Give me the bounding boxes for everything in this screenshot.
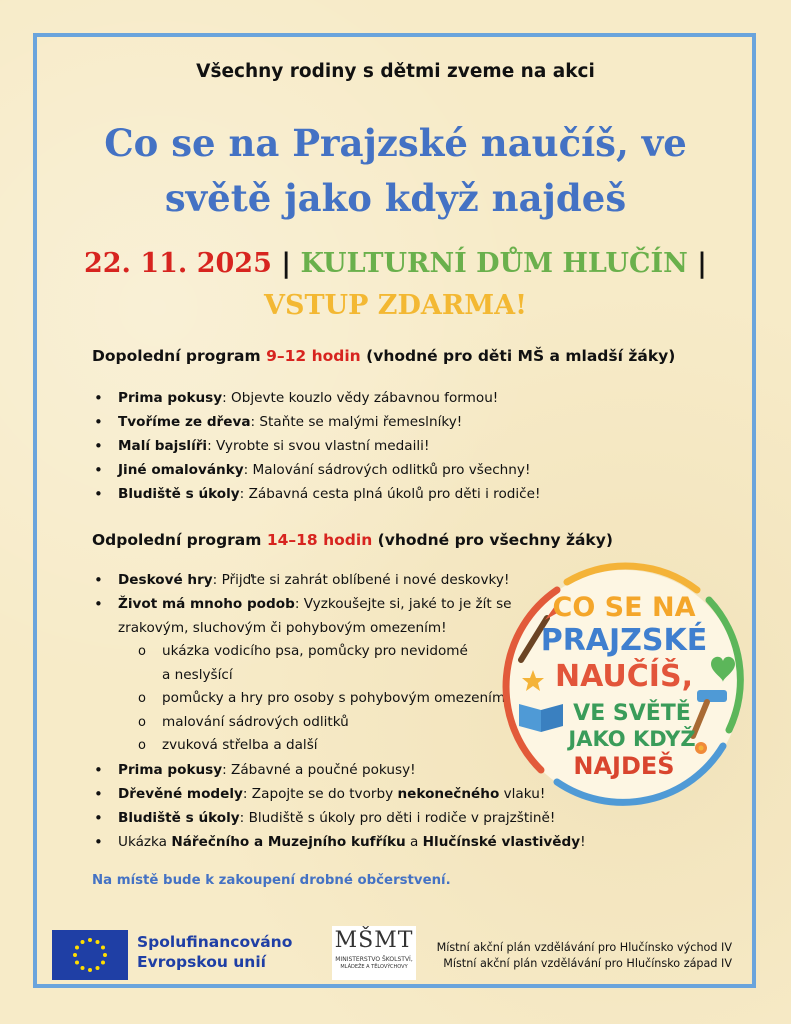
item-text: zrakovým, sluchovým či pohybovým omezením! [118,620,447,636]
logo-text-line: VE SVĚTĚ [573,701,691,726]
separator: | [281,248,292,279]
item-text: : Malování sádrových odlitků pro všechny! [243,462,531,478]
msmt-caption: MINISTERSTVO ŠKOLSTVÍ, [335,956,413,963]
morning-hours: 9–12 hodin [266,347,361,365]
morning-heading [92,347,675,365]
sub-item-text: pomůcky a hry pro osoby s pohybovým omezením [162,690,506,706]
event-logo [497,560,751,814]
sub-item-text: ukázka vodicího psa, pomůcky pro nevidomé [162,643,468,659]
event-venue: KULTURNÍ DŮM HLUČÍN [300,248,688,279]
item-text: : Zábavné a poučné pokusy! [222,761,416,778]
item-name: Malí bajslíři [118,438,208,454]
item-bold: nekonečného [397,785,500,802]
item-name: Život má mnoho podob [118,596,295,612]
item-text: : Zapojte se do tvorby [242,785,398,802]
list-item [92,830,586,854]
free-entry: VSTUP ZDARMA! [264,290,527,321]
event-title: Co se na Prajzské naučíš, ve světě jako když najdeš [104,121,687,220]
item-text: : Bludiště s úkoly pro děti i rodiče v prajzštině! [239,809,556,826]
item-name: Dřevěné modely [118,785,243,802]
item-name: Bludiště s úkoly [118,486,240,502]
item-text: vlaku! [499,785,546,802]
item-name: Jiné omalovánky [118,462,244,478]
msmt-logo [332,926,416,980]
morning-label: Dopolední program [92,347,261,365]
eu-cofunding-text [137,932,292,972]
item-name: Deskové hry [118,572,213,588]
item-name: Bludiště s úkoly [118,809,240,826]
item-bold: Hlučínské vlastivědy [422,833,581,850]
list-item [92,386,540,410]
msmt-mark: MŠMT [334,928,414,953]
item-text: : Objevte kouzlo vědy zábavnou formou! [222,390,499,406]
logo-text-line: CO SE NA [552,592,696,623]
logo-text-line: NAJDEŠ [573,752,675,780]
sub-item-text: zvuková střelba a další [162,737,318,753]
item-text: a [405,833,423,850]
item-text: ! [580,833,586,850]
item-text: : Zábavná cesta plná úkolů pro děti i rodiče! [239,486,541,502]
item-text: : Vyzkoušejte si, jaké to je žít se [294,596,512,612]
list-item [92,434,540,458]
item-text: : Vyrobte si svou vlastní medaili! [207,438,430,454]
sub-item-text: malování sádrových odlitků [162,713,349,730]
list-item [92,410,540,434]
item-name: Tvoříme ze dřeva [118,414,251,430]
afternoon-audience: (vhodné pro všechny žáky) [377,531,613,549]
afternoon-heading [92,531,613,549]
item-text: Ukázka [118,833,172,850]
afternoon-hours: 14–18 hodin [266,531,373,549]
item-text: : Přijďte si zahrát oblíbené i nové deskovky! [212,572,510,588]
logo-text-line: PRAJZSKÉ [540,623,708,658]
date-venue-line [40,246,751,282]
separator: | [697,248,707,279]
msmt-caption: MLÁDEŽE A TĚLOVÝCHOVY [340,964,408,970]
item-bold: Nářečního a Muzejního kufříku [171,833,406,850]
invitation-line: Všechny rodiny s dětmi zveme na akci [196,61,595,82]
morning-list [92,386,540,506]
item-name: Prima pokusy [118,761,223,778]
eu-stars-icon [52,930,128,980]
map-line: Místní akční plán vzdělávání pro Hlučínsko východ IV [436,941,732,954]
item-text: : Staňte se malými řemeslníky! [250,414,463,430]
logo-text-line: NAUČÍŠ, [555,659,693,694]
event-date: 22. 11. 2025 [83,248,272,279]
list-item [92,458,540,482]
afternoon-label: Odpolední program [92,531,262,549]
flower-icon [695,742,707,754]
item-name: Prima pokusy [118,390,223,406]
morning-audience: (vhodné pro děti MŠ a mladší žáky) [366,347,676,365]
eu-text-line: Evropskou unií [137,953,266,971]
map-project-text [424,940,732,972]
eu-flag-logo [52,930,128,980]
map-line: Místní akční plán vzdělávání pro Hlučínsko západ IV [443,957,732,970]
eu-text-line: Spolufinancováno [137,933,293,951]
logo-text-line: JAKO KDYŽ [568,727,696,751]
refreshments-note: Na místě bude k zakoupení drobné občerstvení. [92,873,451,888]
list-item [92,482,540,506]
sub-item-text: a neslyšící [162,666,233,683]
